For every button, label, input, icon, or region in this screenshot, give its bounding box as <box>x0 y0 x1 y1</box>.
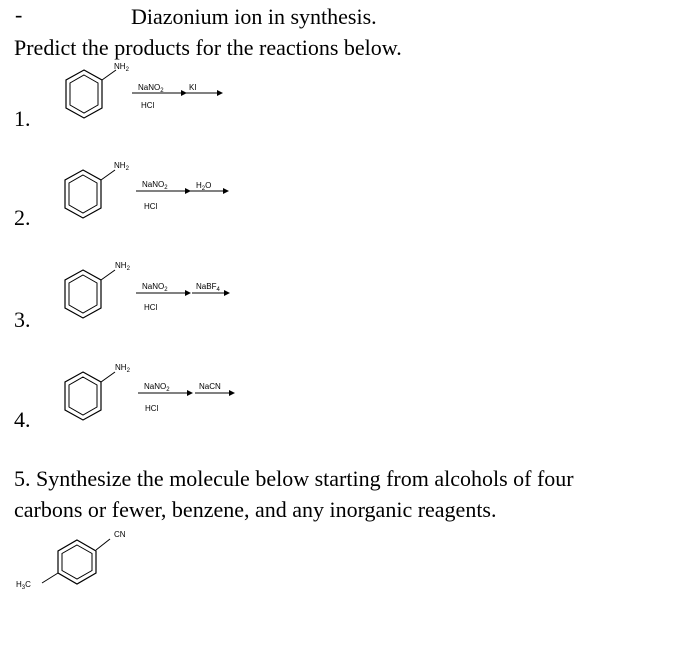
target-methyl-bond <box>40 571 60 585</box>
reaction-number: 2. <box>14 205 31 230</box>
reagent-2-label: KI <box>189 83 197 92</box>
substituent-label: $NH_2$ <box>114 62 129 73</box>
reaction-number: 1. <box>14 106 31 131</box>
question-5-line-2: carbons or fewer, benzene, and any inorganic reagents. <box>14 497 497 522</box>
reagent-1-label: NaNO$_2$ <box>138 83 164 94</box>
instruction-text: Predict the products for the reactions below. <box>14 35 402 60</box>
benzene-ring-structure <box>63 372 103 428</box>
reaction-number: 3. <box>14 307 31 332</box>
reagent-2-label: NaCN <box>199 382 221 391</box>
reaction-arrow-2 <box>189 188 229 194</box>
substituent-label: $NH_2$ <box>115 363 130 374</box>
reaction-arrow-1 <box>132 90 187 96</box>
reaction-arrow-2 <box>183 90 223 96</box>
reagent-1-below-label: HCl <box>144 303 158 312</box>
reagent-1-label: NaNO$_2$ <box>142 282 168 293</box>
reaction-arrow-1 <box>136 188 191 194</box>
reagent-2-label: $H_2O$ <box>196 181 212 192</box>
page-title: Diazonium ion in synthesis. <box>131 4 377 29</box>
benzene-ring-structure <box>64 70 104 126</box>
target-benzene-ring-structure <box>55 540 101 586</box>
reagent-1-below-label: HCl <box>141 101 155 110</box>
reagent-1-label: NaNO$_2$ <box>142 180 168 191</box>
question-5-line-1: 5. Synthesize the molecule below starting from alcohols of four <box>14 466 574 491</box>
reagent-1-below-label: HCl <box>144 202 158 211</box>
reaction-number: 4. <box>14 407 31 432</box>
target-bottom-label: $H_3C$ <box>16 580 31 591</box>
reaction-arrow-2 <box>192 290 230 296</box>
target-cn-bond <box>96 536 114 552</box>
reagent-1-below-label: HCl <box>145 404 159 413</box>
substituent-label: $NH_2$ <box>115 261 130 272</box>
reagent-2-label: NaBF$_4$ <box>196 282 220 293</box>
reaction-arrow-1 <box>138 390 193 396</box>
target-top-label: CN <box>114 530 126 539</box>
benzene-ring-structure <box>63 270 103 326</box>
substituent-label: $NH_2$ <box>114 161 129 172</box>
reaction-arrow-1 <box>136 290 191 296</box>
reagent-1-label: NaNO$_2$ <box>144 382 170 393</box>
reaction-arrow-2 <box>195 390 235 396</box>
header-dash: - <box>15 2 23 27</box>
benzene-ring-structure <box>63 170 103 226</box>
